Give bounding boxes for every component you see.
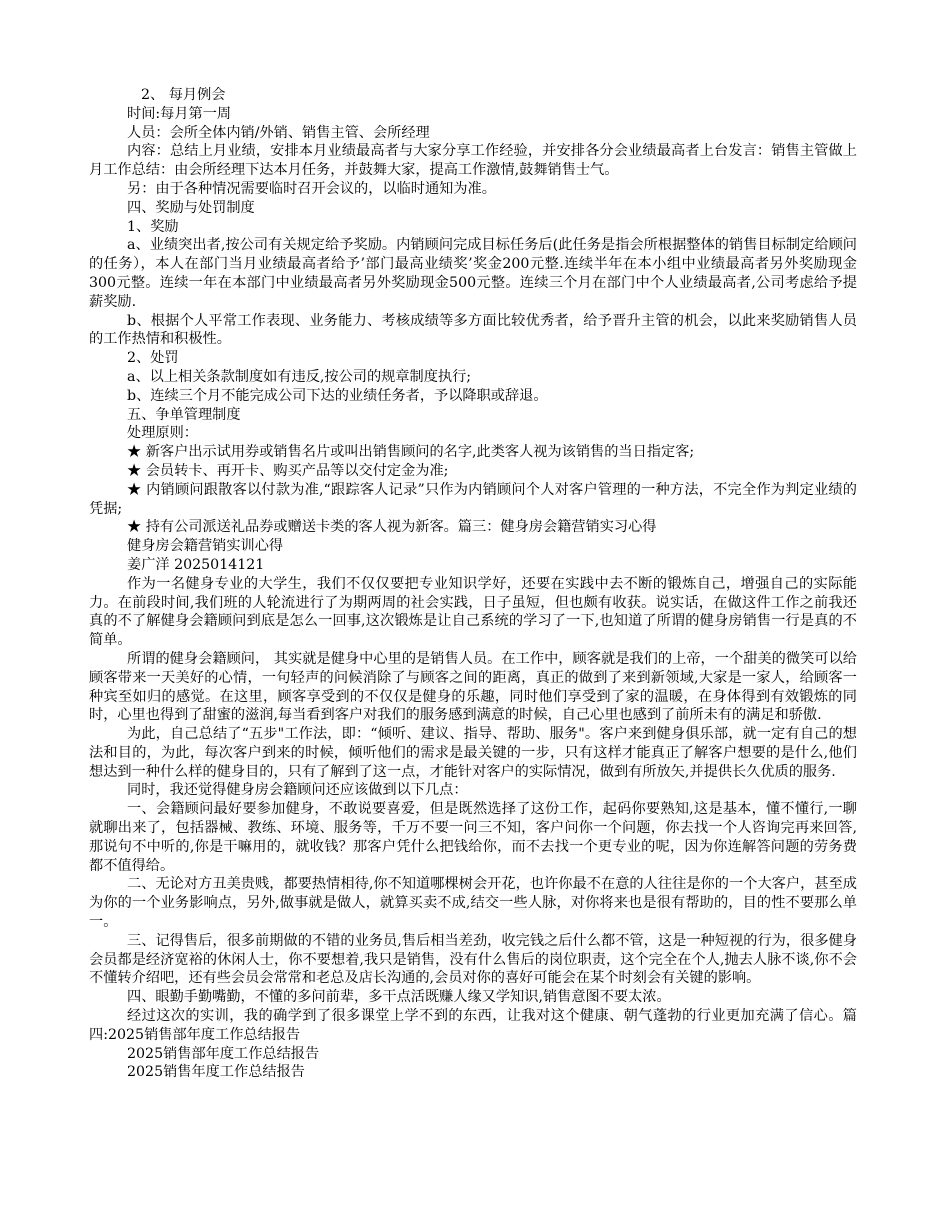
paragraph: ★ 内销顾问跟散客以付款为准,“跟踪客人记录”只作为内销顾问个人对客户管理的一种方法，不完全作为判定业绩的凭据;: [89, 481, 857, 517]
paragraph: ★ 新客户出示试用券或销售名片或叫出销售顾问的名字,此类客人视为该销售的当日指定客;: [127, 444, 695, 461]
paragraph: 2、处罚: [127, 350, 179, 367]
paragraph: 同时，我还觉得健身房会籍顾问还应该做到以下几点：: [127, 782, 468, 799]
paragraph: 2025销售年度工作总结报告: [127, 1064, 305, 1081]
paragraph: 所谓的健身会籍顾问， 其实就是健身中心里的是销售人员。在工作中，顾客就是我们的上帝，一个甜美的微笑可以给顾客带来一天美好的心情，一句轻声的问候消除了与顾客之间的距离，真正的做到了来到新领域,大家是一家人，给顾客一种宾至如归的感觉。在这里，顾客享受到的不仅仅是健身的乐趣，同时他们享受到了家的温暖，在身体得到有效锻炼的同时，心里也得到了甜蜜的滋润,每当看到客户对我们的服务感到满意的时候，自己心里也感到了前所未有的满足和骄傲.: [89, 650, 857, 724]
paragraph: 1、奖励: [127, 218, 179, 235]
paragraph: 四、眼勤手勤嘴勤，不懂的多问前辈，多干点活既赚人缘又学知识,销售意图不要太浓。: [127, 989, 671, 1006]
paragraph: ★ 会员转卡、再开卡、购买产品等以交付定金为准;: [127, 462, 449, 479]
paragraph: a、业绩突出者,按公司有关规定给予奖励。内销顾问完成目标任务后(此任务是指会所根据整体的销售目标制定给顾问的任务），本人在部门当月业绩最高者给予’部门最高业绩奖’奖金200元整.连续半年在本小组中业绩最高者另外奖励现金300元整。连续一年在本部门中业绩最高者另外奖励现金500元整。连续三个月在部门中个人业绩最高者,公司考虑给予提薪奖励.: [89, 237, 857, 310]
paragraph: 作为一名健身专业的大学生，我们不仅仅要把专业知识学好，还要在实践中去不断的锻炼自己，增强自己的实际能力。在前段时间,我们班的人轮流进行了为期两周的社会实践，日子虽短，但也颇有收获。说实话，在做这件工作之前我还真的不了解健身会籍顾问到底是怎么一回事,这次锻炼是让自己系统的学习了一下,也知道了所谓的健身房销售一行是真的不简单。: [89, 575, 857, 649]
document-body: [89, 86, 857, 1082]
paragraph: b、连续三个月不能完成公司下达的业绩任务者，予以降职或辞退。: [127, 387, 548, 404]
paragraph: 三、记得售后，很多前期做的不错的业务员,售后相当差劲，收完钱之后什么都不管，这是一种短视的行为，很多健身会员都是经济宽裕的休闲人士，你不要想着,我只是销售，没有什么售后的岗位职责，这个完全在个人,抛去人脉不谈,你不会不懂转介绍吧，还有些会员会常常和老总及店长沟通的,会员对你的喜好可能会在某个时刻会有关键的影响。: [89, 932, 857, 987]
paragraph: 一、会籍顾问最好要参加健身，不敢说要喜爱，但是既然选择了这份工作，起码你要熟知,这是基本，懂不懂行,一聊就聊出来了，包括器械、教练、环境、服务等，千万不要一问三不知，客户问你一个问题，你去找一个人咨询完再来回答,那说句不中听的,你是干嘛用的，就收钱？那客户凭什么把钱给你，而不去找一个更专业的呢，因为你连解答问题的劳务费都不值得给。: [89, 801, 857, 874]
paragraph: 时间:每月第一周: [127, 105, 232, 122]
paragraph: 内容：总结上月业绩，安排本月业绩最高者与大家分享工作经验，并安排各分会业绩最高者上台发言：销售主管做上月工作总结：由会所经理下达本月任务，并鼓舞大家，提高工作激情,鼓舞销售士气。: [89, 143, 857, 179]
paragraph: b、根据个人平常工作表现、业务能力、考核成绩等多方面比较优秀者，给予晋升主管的机会，以此来奖励销售人员的工作热情和积极性。: [89, 312, 857, 348]
paragraph: 健身房会籍营销实训心得: [127, 538, 284, 555]
paragraph: 另：由于各种情况需要临时召开会议的，以临时通知为准。: [127, 180, 496, 197]
paragraph: 二、无论对方丑美贵贱，都要热情相待,你不知道哪棵树会开花，也许你最不在意的人往往是你的一个大客户，甚至成为你的一个业务影响点，另外,做事就是做人，就算买卖不成,结交一些人脉，对你将来也是很有帮助的，目的性不要那么单一。: [89, 876, 857, 931]
paragraph: a、以上相关条款制度如有违反,按公司的规章制度执行;: [127, 368, 472, 385]
paragraph: 人员：会所全体内销/外销、销售主管、会所经理: [127, 124, 430, 141]
paragraph: 姜广洋 2025014121: [127, 556, 265, 573]
paragraph: ★ 持有公司派送礼品券或赠送卡类的客人视为新客。篇三：健身房会籍营销实习心得: [127, 519, 657, 536]
paragraph: 经过这次的实训，我的确学到了很多课堂上学不到的东西，让我对这个健康、朝气蓬勃的行业更加充满了信心。篇四:2025销售部年度工作总结报告: [89, 1008, 857, 1043]
paragraph: 2、 每月例会: [141, 87, 226, 103]
paragraph: 五、争单管理制度: [127, 406, 241, 423]
paragraph: 2025销售部年度工作总结报告: [127, 1045, 320, 1062]
paragraph: 为此，自己总结了“五步"工作法，即：“倾听、建议、指导、帮助、服务"。客户来到健身俱乐部，就一定有自己的想法和目的，为此，每次客户到来的时候，倾听他们的需求是最关键的一步，只有这样才能真正了解客户想要的是什么,他们想达到一种什么样的健身目的，只有了解到了这一点，才能针对客户的实际情况，做到有所放矢,并提供长久优质的服务.: [89, 726, 857, 780]
paragraph: 处理原则：: [127, 425, 198, 442]
paragraph: 四、奖励与处罚制度: [127, 199, 255, 216]
